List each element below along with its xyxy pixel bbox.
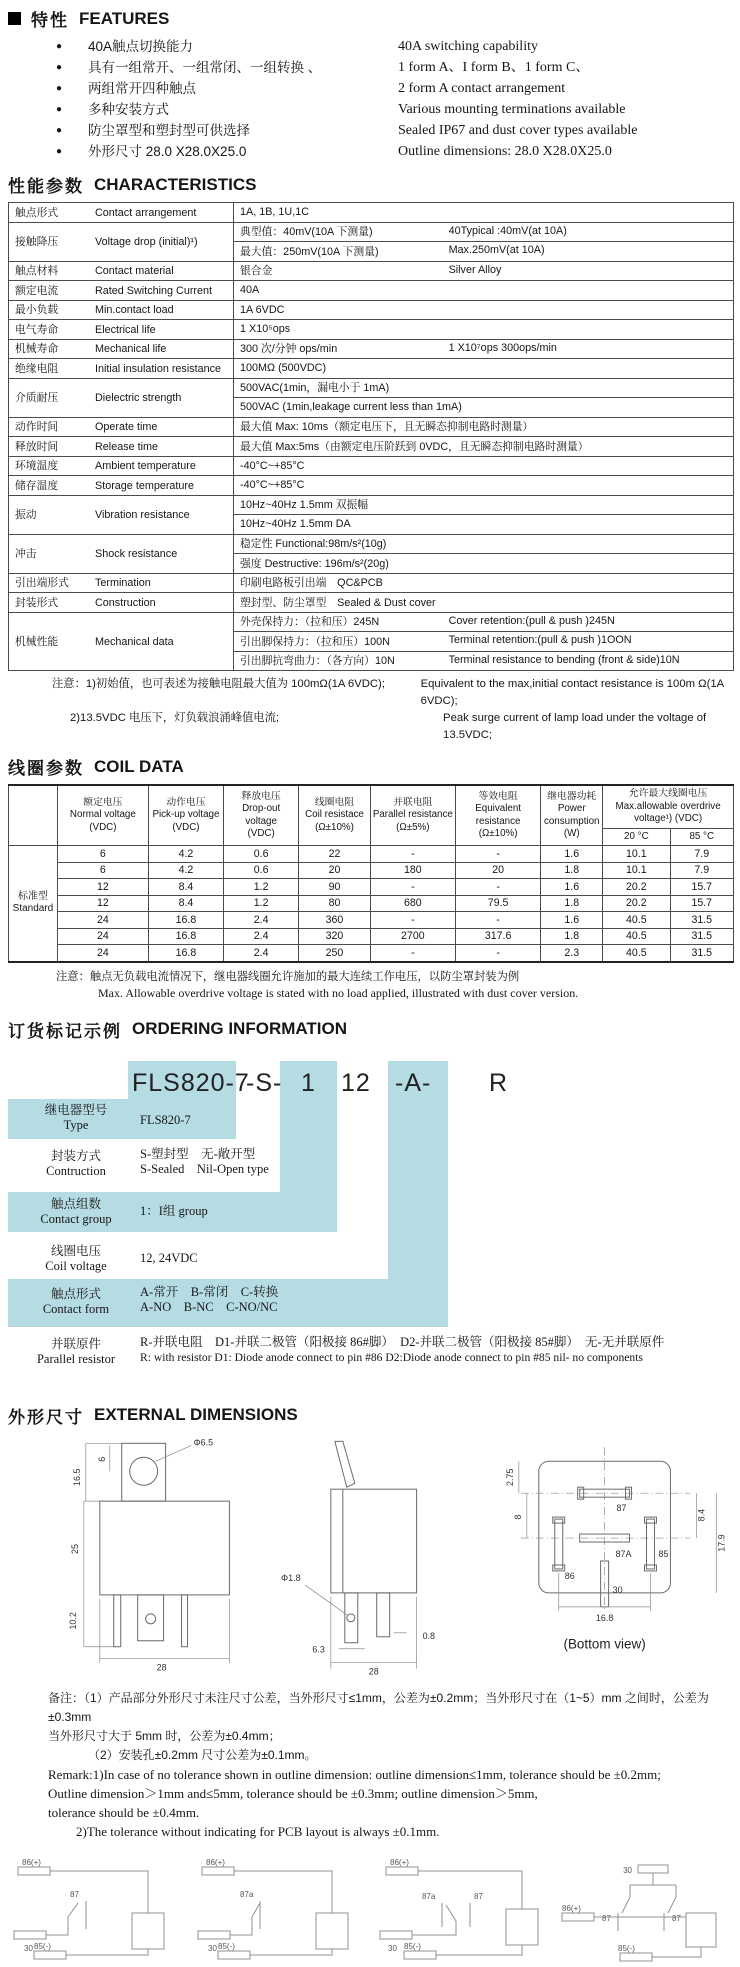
coil-cell: 0.6 <box>224 846 299 863</box>
param-value: 100MΩ (500VDC) <box>234 359 734 379</box>
table-row <box>9 417 734 437</box>
order-label-form: 触点形式 Contact form <box>42 1286 110 1316</box>
note-line <box>52 676 740 710</box>
coil-cell: 31.5 <box>670 945 733 962</box>
coil-cell: 15.7 <box>670 895 733 912</box>
feature-item <box>0 36 740 57</box>
coil-header-cell: 释放电压 Drop-out voltage (VDC) <box>224 785 299 846</box>
order-value-construction: S-塑封型 无-敞开型 S-Sealed Nil-Open type <box>140 1146 269 1176</box>
coil-cell: - <box>455 945 540 962</box>
param-value: 银合金 Silver Alloy <box>234 261 734 281</box>
coil-cell: 2.4 <box>224 912 299 929</box>
table-row <box>9 359 734 379</box>
order-code-voltage: 12 <box>341 1068 371 1097</box>
feature-en: 1 form A、I form B、1 form C、 <box>398 60 590 75</box>
table-row <box>9 281 734 301</box>
terminal-85-label: 85(-) <box>218 1941 235 1951</box>
wiring-diagrams <box>0 1855 740 1967</box>
remark-line: 当外形尺寸大于 5mm 时，公差为±0.4mm； <box>48 1728 281 1743</box>
coil-cell: 10.1 <box>603 846 670 863</box>
ordering-heading-cn: 订货标记示例 <box>8 1021 122 1041</box>
table-row <box>9 593 734 613</box>
coil-cell: 360 <box>299 912 370 929</box>
param-value: 1A 6VDC <box>234 300 734 320</box>
coil-corner-cell <box>9 785 58 846</box>
wiring-diagram-form-b <box>192 1855 364 1967</box>
dim-body: 25 <box>69 1543 80 1554</box>
dim-8: 8 <box>512 1514 523 1520</box>
param-value: 引出脚保持力：（拉和压）100N Terminal retention:(pull & push )1OON <box>234 632 734 652</box>
coil-cell: 40.5 <box>603 928 670 945</box>
characteristics-notes <box>52 676 740 744</box>
terminal-87a-label: 87a <box>422 1891 436 1901</box>
coil-cell: 20.2 <box>603 895 670 912</box>
coil-cell: 12 <box>57 879 148 896</box>
wiring-diagram-form-a <box>8 1855 180 1967</box>
dimensions-heading-en: EXTERNAL DIMENSIONS <box>94 1405 298 1424</box>
coil-cell: 680 <box>370 895 455 912</box>
feature-en: 40A switching capability <box>398 39 538 54</box>
feature-item <box>0 57 740 78</box>
param-value: 印刷电路板引出端 QC&PCB <box>234 573 734 593</box>
terminal-85-label: 85(-) <box>618 1943 635 1953</box>
order-code-type: FLS820-7 <box>132 1068 250 1097</box>
param-value: 500VAC (1min,leakage current less than 1mA) <box>234 398 734 418</box>
param-label: 冲击 Shock resistance <box>9 534 234 573</box>
coil-cell: 320 <box>299 928 370 945</box>
param-value: 1 X10⁵ops <box>234 320 734 340</box>
terminal-30-label: 30 <box>623 1865 632 1875</box>
param-value: 引出脚抗弯曲力：（各方向）10N Terminal resistance to bending (front & side)10N <box>234 651 734 671</box>
remark-line: （2）安装孔±0.2mm 尺寸公差为±0.1mm。 <box>88 1747 317 1762</box>
param-value: 40A <box>234 281 734 301</box>
terminal-30-label: 30 <box>24 1943 33 1953</box>
feature-item <box>0 78 740 99</box>
coil-cell: - <box>455 846 540 863</box>
param-label: 额定电流 Rated Switching Current <box>9 281 234 301</box>
remark-line: 备注：（1）产品部分外形尺寸未注尺寸公差，当外形尺寸≤1mm，公差为±0.2mm；当外形尺寸在（1~5）mm 之间时，公差为±0.3mm <box>48 1690 709 1724</box>
coil-cell: 1.2 <box>224 879 299 896</box>
pin-87a-label: 87A <box>615 1548 632 1559</box>
dim-pin-hole: Φ1.8 <box>281 1572 301 1583</box>
pin-85-label: 85 <box>658 1548 669 1559</box>
coil-header-cell: 允许最大线圈电压 Max.allowable overdrive voltage¹) (VDC) <box>603 785 734 828</box>
param-label: 机械寿命 Mechanical life <box>9 339 234 359</box>
param-label: 释放时间 Release time <box>9 437 234 457</box>
feature-en: 2 form A contact arrangement <box>398 81 566 96</box>
coil-cell: 24 <box>57 912 148 929</box>
coil-cell: 31.5 <box>670 912 733 929</box>
dim-84: 8.4 <box>696 1508 707 1521</box>
coil-cell: 1.8 <box>541 895 603 912</box>
dimensions-heading <box>8 1403 740 1428</box>
terminal-87-label: 87 <box>672 1913 681 1923</box>
remark-line: tolerance should be ±0.4mm. <box>48 1804 200 1820</box>
wiring-diagram-form-c <box>376 1855 548 1967</box>
param-label: 封装形式 Construction <box>9 593 234 613</box>
coil-subheader-cell: 20 °C <box>603 828 670 846</box>
order-value-form: A-常开 B-常闭 C-转换 A-NO B-NC C-NO/NC <box>140 1284 279 1314</box>
param-value: 塑封型、防尘罩型 Sealed & Dust cover <box>234 593 734 613</box>
coil-cell: - <box>455 912 540 929</box>
dim-168: 16.8 <box>595 1612 614 1623</box>
characteristics-heading-en: CHARACTERISTICS <box>94 174 257 194</box>
feature-cn: 40A触点切换能力 <box>88 39 194 54</box>
coil-note-en: Max. Allowable overdrive voltage is stated with no load applied, illustrated with dust cover version. <box>98 985 579 1000</box>
coil-cell: 80 <box>299 895 370 912</box>
feature-en: Outline dimensions: 28.0 X28.0X25.0 <box>398 144 612 159</box>
bullet-icon: ● <box>55 146 62 157</box>
feature-cn: 具有一组常开、一组常闭、一组转换 、 <box>88 60 322 75</box>
coil-cell: 2.4 <box>224 928 299 945</box>
order-label-voltage: 线圈电压 Coil voltage <box>45 1243 107 1273</box>
characteristics-heading-cn: 性能参数 <box>8 177 84 196</box>
coil-cell: - <box>370 912 455 929</box>
coil-cell: 2.4 <box>224 945 299 962</box>
coil-cell: 0.6 <box>224 862 299 879</box>
param-value: 300 次/分钟 ops/min 1 X10⁷ops 300ops/min <box>234 339 734 359</box>
dim-179: 17.9 <box>716 1533 727 1552</box>
table-row <box>9 612 734 632</box>
coil-cell: - <box>370 945 455 962</box>
coil-cell: 250 <box>299 945 370 962</box>
bullet-icon: ● <box>55 125 62 136</box>
terminal-87-label: 87 <box>602 1913 611 1923</box>
ordering-heading <box>8 1017 740 1042</box>
bottom-view-caption: (Bottom view) <box>563 1636 646 1652</box>
dimensions-heading-cn: 外形尺寸 <box>8 1407 84 1427</box>
table-row <box>9 573 734 593</box>
coil-cell: 1.8 <box>541 928 603 945</box>
coil-cell: 1.6 <box>541 912 603 929</box>
coil-header-cell: 并联电阻 Parallel resistance (Ω±5%) <box>370 785 455 846</box>
param-label: 储存温度 Storage temperature <box>9 476 234 496</box>
coil-cell: 24 <box>57 945 148 962</box>
coil-cell: 180 <box>370 862 455 879</box>
param-value: 500VAC(1min，漏电小于 1mA) <box>234 378 734 398</box>
coil-cell: - <box>370 879 455 896</box>
dim-width: 28 <box>369 1666 380 1677</box>
remark-line: Remark:1)In case of no tolerance shown in outline dimension: outline dimension≤1mm, tolerance should be ±0.2mm; <box>48 1766 661 1782</box>
param-label: 介质耐压 Dielectric strength <box>9 378 234 417</box>
dim-tab: 16.5 <box>71 1467 82 1486</box>
terminal-85-label: 85(-) <box>404 1941 421 1951</box>
param-value: 最大值：250mV(10A 下测量) Max.250mV(at 10A) <box>234 242 734 262</box>
coil-header-cell: 额定电压 Normal voltage (VDC) <box>57 785 148 846</box>
coil-table <box>8 784 734 963</box>
table-row <box>9 339 734 359</box>
table-row <box>9 534 734 554</box>
order-code-construction: -S- <box>246 1068 283 1097</box>
coil-cell: - <box>370 846 455 863</box>
table-row <box>9 378 734 398</box>
feature-cn: 两组常开四种触点 <box>88 81 196 96</box>
dim-hole: Φ6.5 <box>193 1436 214 1447</box>
table-row <box>9 495 734 515</box>
coil-cell: 8.4 <box>148 895 223 912</box>
coil-cell: 2700 <box>370 928 455 945</box>
coil-heading <box>8 754 740 779</box>
coil-cell: 20 <box>299 862 370 879</box>
coil-cell: 10.1 <box>603 862 670 879</box>
dim-width: 28 <box>156 1662 167 1673</box>
bullet-icon: ● <box>55 62 62 73</box>
coil-cell: 2.3 <box>541 945 603 962</box>
param-label: 接触降压 Voltage drop (initial)¹) <box>9 222 234 261</box>
coil-data-row <box>9 895 734 912</box>
feature-cn: 多种安装方式 <box>88 102 169 117</box>
coil-cell: 6 <box>57 846 148 863</box>
bullet-icon: ● <box>55 83 62 94</box>
coil-cell: 317.6 <box>455 928 540 945</box>
wiring-diagram-2-form-a <box>560 1855 732 1967</box>
param-value: 10Hz~40Hz 1.5mm 双振幅 <box>234 495 734 515</box>
coil-cell: 12 <box>57 895 148 912</box>
coil-heading-cn: 线圈参数 <box>8 759 84 778</box>
coil-cell: 4.2 <box>148 862 223 879</box>
remark-line: Outline dimension＞1mm and≤5mm, tolerance should be ±0.3mm; outline dimension＞5mm, <box>48 1785 538 1801</box>
terminal-86-label: 86(+) <box>390 1857 409 1867</box>
note-en: Peak surge current of lamp load under the voltage of 13.5VDC; <box>443 712 707 741</box>
param-label: 触点材料 Contact material <box>9 261 234 281</box>
coil-cell: - <box>455 879 540 896</box>
coil-cell: 1.6 <box>541 846 603 863</box>
dimension-drawings <box>26 1433 740 1677</box>
coil-cell: 7.9 <box>670 862 733 879</box>
param-value: 1A, 1B, 1U,1C <box>234 203 734 223</box>
table-row <box>9 222 734 242</box>
coil-cell: 16.8 <box>148 912 223 929</box>
param-label: 动作时间 Operate time <box>9 417 234 437</box>
coil-cell: 90 <box>299 879 370 896</box>
coil-cell: 1.8 <box>541 862 603 879</box>
pin-30-label: 30 <box>612 1584 623 1595</box>
characteristics-table <box>8 202 734 671</box>
order-label-group: 触点组数 Contact group <box>40 1196 112 1226</box>
front-view-drawing <box>26 1433 265 1677</box>
table-row <box>9 300 734 320</box>
dim-hole-offset: 6 <box>96 1456 107 1462</box>
param-value: 最大值 Max: 10ms（额定电压下，且无瞬态抑制电路时测量） <box>234 417 734 437</box>
param-value: 最大值 Max:5ms（由额定电压阶跃到 0VDC，且无瞬态抑制电路时测量） <box>234 437 734 457</box>
table-row <box>9 456 734 476</box>
coil-data-row <box>9 945 734 962</box>
pin-86-label: 86 <box>564 1570 575 1581</box>
feature-en: Various mounting terminations available <box>398 102 626 117</box>
bottom-view-drawing <box>469 1433 740 1677</box>
coil-cell: 20 <box>455 862 540 879</box>
bullet-icon: ● <box>55 104 62 115</box>
side-view-drawing <box>277 1433 456 1677</box>
features-heading <box>8 6 740 31</box>
note-cn: 注意：1)初始值，也可表述为接触电阻最大值为 100mΩ(1A 6VDC); <box>52 678 385 690</box>
coil-group-label: 标准型 Standard <box>9 846 58 962</box>
coil-cell: 1.2 <box>224 895 299 912</box>
table-row <box>9 203 734 223</box>
feature-cn: 外形尺寸 28.0 X28.0X25.0 <box>88 144 247 159</box>
param-value: -40°C~+85°C <box>234 476 734 496</box>
order-value-group: 1：I组 group <box>140 1203 208 1218</box>
pin-87-label: 87 <box>616 1502 627 1513</box>
param-value: 典型值：40mV(10A 下测量) 40Typical :40mV(at 10A) <box>234 222 734 242</box>
terminal-87-label: 87 <box>70 1889 79 1899</box>
features-list <box>0 36 740 162</box>
ordering-heading-en: ORDERING INFORMATION <box>132 1019 348 1038</box>
order-value-resistor: R-并联电阻 D1-并联二极管（阳极接 86#脚） D2-并联二极管（阳极接 85#脚） 无-无并联原件 R: with resistor D1: Diode anode connect to pin #86 D2:Diode anode connect to pin #85 nil- no components <box>140 1334 665 1364</box>
param-value: 10Hz~40Hz 1.5mm DA <box>234 515 734 535</box>
coil-cell: 6 <box>57 862 148 879</box>
coil-data-row <box>9 846 734 863</box>
order-label-resistor: 并联原件 Parallel resistor <box>36 1336 116 1366</box>
note-cn: 2)13.5VDC 电压下，灯负载浪涌峰值电流; <box>70 712 280 724</box>
coil-cell: 24 <box>57 928 148 945</box>
coil-header-cell: 等效电阻 Equivalent resistance (Ω±10%) <box>455 785 540 846</box>
dim-thickness: 0.8 <box>422 1630 436 1641</box>
coil-cell: 79.5 <box>455 895 540 912</box>
remarks <box>48 1689 740 1841</box>
order-code-group: 1 <box>301 1068 316 1097</box>
param-value: 稳定性 Functional:98m/s²(10g) <box>234 534 734 554</box>
coil-note <box>56 969 740 1001</box>
feature-item <box>0 120 740 141</box>
order-label-construction: 封装方式 Contruction <box>46 1148 106 1178</box>
coil-cell: 40.5 <box>603 945 670 962</box>
coil-cell: 16.8 <box>148 928 223 945</box>
terminal-30-label: 30 <box>388 1943 397 1953</box>
param-label: 触点形式 Contact arrangement <box>9 203 234 223</box>
order-code-resistor: R <box>489 1068 509 1097</box>
table-row <box>9 437 734 457</box>
feature-cn: 防尘罩型和塑封型可供选择 <box>88 123 250 138</box>
feature-item <box>0 99 740 120</box>
ordering-diagram <box>0 1047 740 1389</box>
characteristics-heading <box>8 172 740 197</box>
param-label: 振动 Vibration resistance <box>9 495 234 534</box>
coil-cell: 4.2 <box>148 846 223 863</box>
coil-header-cell: 继电器功耗 Power consumption (W) <box>541 785 603 846</box>
note-en: Equivalent to the max,initial contact resistance is 100m Ω(1A 6VDC); <box>420 678 724 707</box>
terminal-85-label: 85(-) <box>34 1941 51 1951</box>
coil-data-row <box>9 912 734 929</box>
coil-cell: 7.9 <box>670 846 733 863</box>
bullet-icon: ● <box>55 41 62 52</box>
terminal-30-label: 30 <box>208 1943 217 1953</box>
order-value-type: FLS820-7 <box>140 1112 191 1127</box>
coil-cell: 16.8 <box>148 945 223 962</box>
param-value: 强度 Destructive: 196m/s²(20g) <box>234 554 734 574</box>
table-row <box>9 476 734 496</box>
coil-header-row <box>9 785 734 828</box>
remark-line: 2)The tolerance without indicating for PCB layout is always ±0.1mm. <box>76 1823 440 1839</box>
table-row <box>9 320 734 340</box>
coil-data-row <box>9 862 734 879</box>
coil-data-row <box>9 928 734 945</box>
order-value-voltage: 12, 24VDC <box>140 1250 198 1265</box>
dim-pin: 10.2 <box>67 1611 78 1630</box>
param-label: 机械性能 Mechanical data <box>9 612 234 671</box>
section-marker-icon <box>8 12 21 25</box>
coil-cell: 15.7 <box>670 879 733 896</box>
param-value: 外壳保持力：（拉和压）245N Cover retention:(pull & push )245N <box>234 612 734 632</box>
coil-header-cell: 动作电压 Pick-up voltage (VDC) <box>148 785 223 846</box>
coil-cell: 31.5 <box>670 928 733 945</box>
coil-cell: 20.2 <box>603 879 670 896</box>
order-label-type: 继电器型号 Type <box>44 1102 108 1132</box>
terminal-87a-label: 87a <box>240 1889 254 1899</box>
coil-cell: 22 <box>299 846 370 863</box>
coil-subheader-cell: 85 °C <box>670 828 733 846</box>
coil-cell: 40.5 <box>603 912 670 929</box>
dim-pin-width: 6.3 <box>312 1644 326 1655</box>
coil-heading-en: COIL DATA <box>94 756 184 776</box>
feature-item <box>0 141 740 162</box>
coil-header-cell: 线圈电阻 Coil resistace (Ω±10%) <box>299 785 370 846</box>
param-label: 电气寿命 Electrical life <box>9 320 234 340</box>
features-heading-cn: 特性 <box>31 11 69 30</box>
table-row <box>9 261 734 281</box>
coil-cell: 1.6 <box>541 879 603 896</box>
features-heading-en: FEATURES <box>79 8 170 28</box>
feature-en: Sealed IP67 and dust cover types available <box>398 123 638 138</box>
param-label: 引出端形式 Termination <box>9 573 234 593</box>
coil-note-cn: 注意：触点无负载电流情况下，继电器线圈允许施加的最大连续工作电压，以防尘罩封装为例 <box>56 970 520 983</box>
terminal-86-label: 86(+) <box>22 1857 41 1867</box>
param-label: 最小负载 Min.contact load <box>9 300 234 320</box>
terminal-86-label: 86(+) <box>206 1857 225 1867</box>
param-label: 环境温度 Ambient temperature <box>9 456 234 476</box>
terminal-86-label: 86(+) <box>562 1903 581 1913</box>
terminal-87-label: 87 <box>474 1891 483 1901</box>
note-line <box>52 710 740 744</box>
order-code-form: -A- <box>395 1068 432 1097</box>
param-value: -40°C~+85°C <box>234 456 734 476</box>
dim-275: 2.75 <box>504 1467 515 1486</box>
coil-cell: 8.4 <box>148 879 223 896</box>
coil-data-row <box>9 879 734 896</box>
param-label: 绝缘电阻 Initial insulation resistance <box>9 359 234 379</box>
